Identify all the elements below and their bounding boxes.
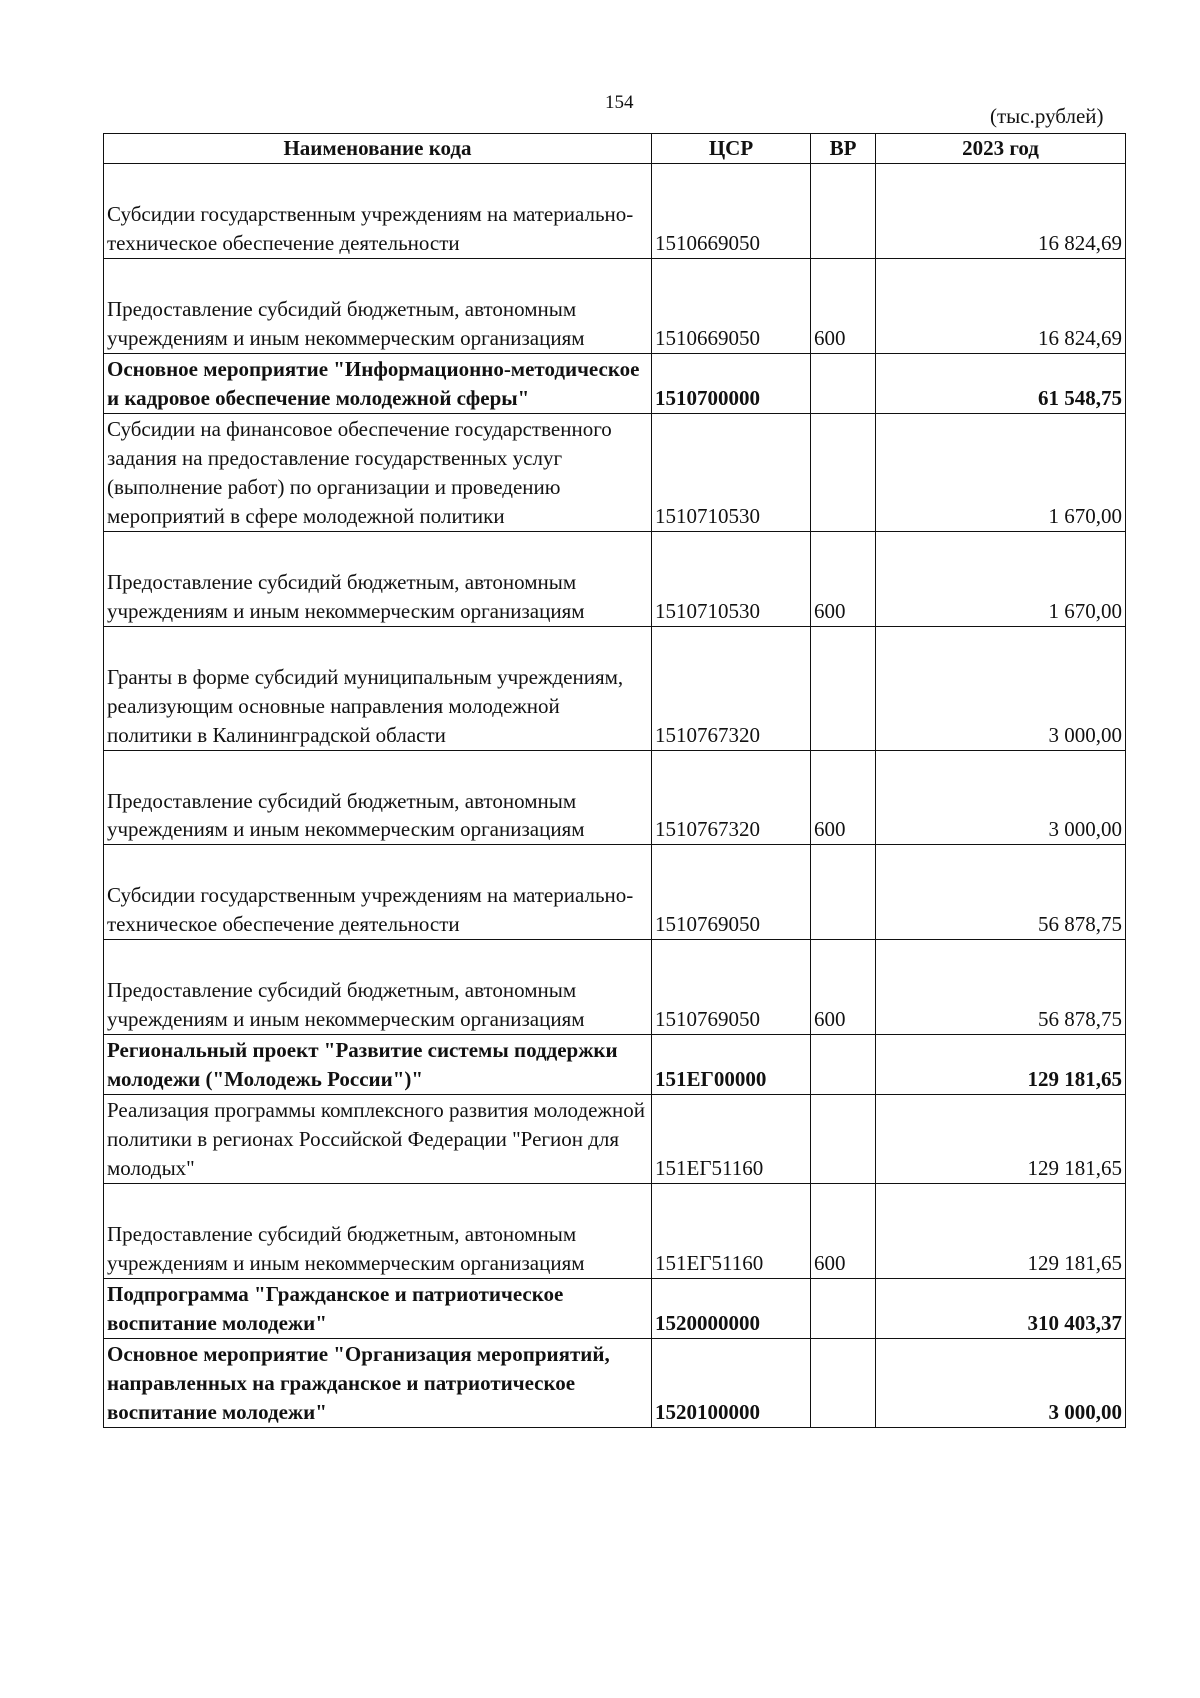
row-csr: 1520100000: [652, 1339, 811, 1428]
header-sum: 2023 год: [876, 134, 1126, 164]
row-csr: 1510669050: [652, 163, 811, 258]
row-name: Субсидии государственным учреждениям на материально-техническое обеспечение деятельности: [104, 845, 652, 940]
row-vr: [811, 1035, 876, 1095]
row-sum: 3 000,00: [876, 1339, 1126, 1428]
table-row: [104, 1095, 1126, 1184]
row-name: Подпрограмма "Гражданское и патриотическое воспитание молодежи": [104, 1279, 652, 1339]
row-csr: 151ЕГ51160: [652, 1095, 811, 1184]
row-vr: [811, 845, 876, 940]
row-sum: 129 181,65: [876, 1095, 1126, 1184]
row-csr: 1510769050: [652, 940, 811, 1035]
table-row: [104, 1279, 1126, 1339]
row-sum: 3 000,00: [876, 750, 1126, 845]
row-sum: 129 181,65: [876, 1184, 1126, 1279]
table-row: [104, 1184, 1126, 1279]
row-csr: 151ЕГ00000: [652, 1035, 811, 1095]
row-name: Реализация программы комплексного развития молодежной политики в регионах Российской Федерации "Регион для молодых": [104, 1095, 652, 1184]
row-sum: 1 670,00: [876, 413, 1126, 531]
row-vr: [811, 1339, 876, 1428]
row-vr: 600: [811, 750, 876, 845]
row-vr: 600: [811, 531, 876, 626]
table-row: [104, 626, 1126, 750]
row-vr: 600: [811, 940, 876, 1035]
row-csr: 1520000000: [652, 1279, 811, 1339]
row-name: Гранты в форме субсидий муниципальным учреждениям, реализующим основные направления молодежной политики в Калининградской области: [104, 626, 652, 750]
row-name: Основное мероприятие "Организация мероприятий, направленных на гражданское и патриотическое воспитание молодежи": [104, 1339, 652, 1428]
budget-table: [103, 133, 1126, 1428]
row-name: Предоставление субсидий бюджетным, автономным учреждениям и иным некоммерческим организациям: [104, 750, 652, 845]
table-row: [104, 750, 1126, 845]
units-label: (тыс.рублей): [990, 104, 1104, 128]
row-sum: 56 878,75: [876, 845, 1126, 940]
header-name: Наименование кода: [104, 134, 652, 164]
row-name: Предоставление субсидий бюджетным, автономным учреждениям и иным некоммерческим организациям: [104, 940, 652, 1035]
table-row: [104, 353, 1126, 413]
row-name: Основное мероприятие "Информационно-методическое и кадровое обеспечение молодежной сферы": [104, 353, 652, 413]
row-csr: 1510767320: [652, 750, 811, 845]
row-vr: [811, 163, 876, 258]
row-sum: 61 548,75: [876, 353, 1126, 413]
row-vr: [811, 1095, 876, 1184]
table-row: [104, 531, 1126, 626]
row-sum: 16 824,69: [876, 163, 1126, 258]
header-vr: ВР: [811, 134, 876, 164]
row-csr: 1510700000: [652, 353, 811, 413]
row-name: Предоставление субсидий бюджетным, автономным учреждениям и иным некоммерческим организациям: [104, 258, 652, 353]
row-csr: 1510710530: [652, 413, 811, 531]
table-row: [104, 1035, 1126, 1095]
table-row: [104, 413, 1126, 531]
row-sum: 3 000,00: [876, 626, 1126, 750]
row-csr: 1510767320: [652, 626, 811, 750]
row-vr: [811, 1279, 876, 1339]
row-csr: 151ЕГ51160: [652, 1184, 811, 1279]
row-name: Региональный проект "Развитие системы поддержки молодежи ("Молодежь России")": [104, 1035, 652, 1095]
row-name: Субсидии на финансовое обеспечение государственного задания на предоставление государственных услуг (выполнение работ) по организации и проведению мероприятий в сфере молодежной политики: [104, 413, 652, 531]
row-vr: 600: [811, 258, 876, 353]
row-csr: 1510669050: [652, 258, 811, 353]
row-vr: [811, 626, 876, 750]
row-vr: 600: [811, 1184, 876, 1279]
row-sum: 310 403,37: [876, 1279, 1126, 1339]
row-sum: 56 878,75: [876, 940, 1126, 1035]
row-name: Предоставление субсидий бюджетным, автономным учреждениям и иным некоммерческим организациям: [104, 1184, 652, 1279]
header-csr: ЦСР: [652, 134, 811, 164]
page-number: 154: [605, 92, 634, 113]
row-sum: 129 181,65: [876, 1035, 1126, 1095]
row-csr: 1510710530: [652, 531, 811, 626]
table-row: [104, 258, 1126, 353]
row-vr: [811, 353, 876, 413]
row-name: Предоставление субсидий бюджетным, автономным учреждениям и иным некоммерческим организациям: [104, 531, 652, 626]
table-row: [104, 1339, 1126, 1428]
table-row: [104, 940, 1126, 1035]
row-sum: 16 824,69: [876, 258, 1126, 353]
row-vr: [811, 413, 876, 531]
table-header-row: [104, 134, 1126, 164]
row-sum: 1 670,00: [876, 531, 1126, 626]
table-row: [104, 163, 1126, 258]
row-name: Субсидии государственным учреждениям на материально-техническое обеспечение деятельности: [104, 163, 652, 258]
table-row: [104, 845, 1126, 940]
row-csr: 1510769050: [652, 845, 811, 940]
